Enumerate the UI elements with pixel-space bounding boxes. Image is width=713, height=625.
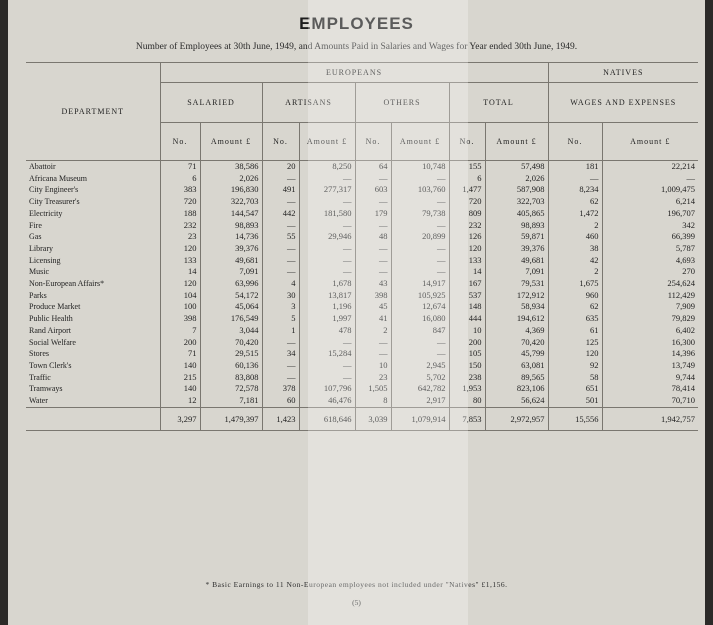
amount-cell: 45,064 [200, 301, 262, 313]
amount-cell: 105,925 [391, 290, 449, 302]
count-cell: — [262, 372, 299, 384]
amount-cell: — [299, 220, 355, 232]
total-amount-cell: 618,646 [299, 407, 355, 430]
count-cell: 10 [355, 360, 391, 372]
amount-cell: 22,214 [602, 161, 698, 173]
totals-row [26, 407, 698, 430]
footnote: * Basic Earnings to 11 Non-European employees not included under "Natives" £1,156. [205, 580, 508, 589]
count-cell: — [355, 337, 391, 349]
amount-cell: 405,865 [485, 208, 548, 220]
count-cell: 55 [262, 231, 299, 243]
department-cell: Library [29, 243, 53, 253]
count-cell: 1 [262, 325, 299, 337]
amount-cell: 6,214 [602, 196, 698, 208]
amount-cell: 6,402 [602, 325, 698, 337]
amount-cell: 10,748 [391, 161, 449, 173]
table-body [26, 161, 698, 408]
total-amount-cell: 1,479,397 [200, 407, 262, 430]
amount-cell: 72,578 [200, 383, 262, 395]
count-cell: 383 [160, 184, 200, 196]
table-row [26, 325, 698, 337]
count-cell: 148 [449, 301, 485, 313]
count-cell: 120 [548, 348, 602, 360]
count-cell: — [262, 220, 299, 232]
count-cell: 720 [160, 196, 200, 208]
count-cell: 720 [449, 196, 485, 208]
count-cell: 238 [449, 372, 485, 384]
count-cell: — [262, 255, 299, 267]
amount-cell: — [391, 266, 449, 278]
amount-cell: 277,317 [299, 184, 355, 196]
department-cell: City Engineer's [29, 185, 79, 195]
count-cell: 133 [449, 255, 485, 267]
amount-cell: 7,091 [485, 266, 548, 278]
department-cell: Public Health [29, 314, 73, 324]
amount-cell: — [391, 255, 449, 267]
amount-header: Amount £ [391, 123, 449, 161]
amount-cell: 3,044 [200, 325, 262, 337]
count-cell: 64 [355, 161, 391, 173]
amount-cell: 14,396 [602, 348, 698, 360]
amount-cell: 1,997 [299, 313, 355, 325]
count-cell: — [262, 243, 299, 255]
count-cell: 7 [160, 325, 200, 337]
count-cell: 215 [160, 372, 200, 384]
amount-cell: 78,414 [602, 383, 698, 395]
amount-cell: — [299, 243, 355, 255]
table-row [26, 337, 698, 349]
amount-cell: 70,420 [485, 337, 548, 349]
table-row [26, 173, 698, 185]
count-cell: 23 [160, 231, 200, 243]
amount-cell: 8,250 [299, 161, 355, 173]
amount-cell: 57,498 [485, 161, 548, 173]
count-cell: 960 [548, 290, 602, 302]
amount-cell: 322,703 [485, 196, 548, 208]
amount-cell: 172,912 [485, 290, 548, 302]
amount-cell: 45,799 [485, 348, 548, 360]
amount-cell: 847 [391, 325, 449, 337]
count-cell: 167 [449, 278, 485, 290]
page-number: (5) [352, 598, 361, 607]
total-count-cell: 3,039 [355, 407, 391, 430]
count-cell: 20 [262, 161, 299, 173]
amount-cell: 587,908 [485, 184, 548, 196]
amount-cell: 70,710 [602, 395, 698, 407]
document-page [8, 0, 705, 625]
count-cell: 398 [160, 313, 200, 325]
count-cell: — [355, 173, 391, 185]
count-cell: 71 [160, 161, 200, 173]
count-cell: 232 [449, 220, 485, 232]
amount-cell: 7,091 [200, 266, 262, 278]
count-cell: 80 [449, 395, 485, 407]
count-cell: 60 [262, 395, 299, 407]
amount-cell: 13,749 [602, 360, 698, 372]
count-cell: 232 [160, 220, 200, 232]
amount-header: Amount £ [485, 123, 548, 161]
total-amount-cell: 1,942,757 [602, 407, 698, 430]
employees-table [26, 62, 698, 431]
amount-cell: — [299, 196, 355, 208]
count-cell: 155 [449, 161, 485, 173]
total-header: TOTAL [449, 83, 548, 123]
count-cell: 8 [355, 395, 391, 407]
table-row [26, 372, 698, 384]
artisans-header: ARTISANS [262, 83, 355, 123]
amount-cell: 144,547 [200, 208, 262, 220]
no-header: No. [160, 123, 200, 161]
amount-cell: 49,681 [485, 255, 548, 267]
table-row [26, 161, 698, 173]
count-cell: 120 [160, 243, 200, 255]
count-cell: 92 [548, 360, 602, 372]
count-cell: 444 [449, 313, 485, 325]
count-cell: — [355, 196, 391, 208]
amount-cell: 60,136 [200, 360, 262, 372]
count-cell: 635 [548, 313, 602, 325]
amount-cell: 196,707 [602, 208, 698, 220]
count-cell: 150 [449, 360, 485, 372]
count-cell: 120 [449, 243, 485, 255]
count-cell: 1,675 [548, 278, 602, 290]
count-cell: — [355, 348, 391, 360]
amount-cell: 58,934 [485, 301, 548, 313]
europeans-header: EUROPEANS [160, 63, 548, 83]
amount-cell: 38,586 [200, 161, 262, 173]
department-cell: Music [29, 267, 49, 277]
amount-cell: 1,678 [299, 278, 355, 290]
table-row [26, 301, 698, 313]
amount-cell: — [391, 243, 449, 255]
amount-cell: 270 [602, 266, 698, 278]
amount-cell: 823,106 [485, 383, 548, 395]
count-cell: 1,505 [355, 383, 391, 395]
amount-cell: 20,899 [391, 231, 449, 243]
amount-cell: 29,946 [299, 231, 355, 243]
department-cell: Licensing [29, 255, 61, 265]
count-cell: 14 [160, 266, 200, 278]
total-amount-cell: 1,079,914 [391, 407, 449, 430]
department-cell: Africana Museum [29, 173, 87, 183]
amount-cell: 63,996 [200, 278, 262, 290]
count-cell: 2 [355, 325, 391, 337]
count-cell: 398 [355, 290, 391, 302]
amount-cell: 176,549 [200, 313, 262, 325]
no-header: No. [548, 123, 602, 161]
count-cell: 140 [160, 383, 200, 395]
department-cell: Town Clerk's [29, 360, 72, 370]
amount-cell: — [391, 220, 449, 232]
amount-cell: 12,674 [391, 301, 449, 313]
amount-cell: 98,893 [485, 220, 548, 232]
amount-cell: — [299, 360, 355, 372]
department-cell: Traffic [29, 372, 51, 382]
amount-cell: 5,702 [391, 372, 449, 384]
count-cell: — [262, 360, 299, 372]
count-cell: 41 [355, 313, 391, 325]
amount-cell: 98,893 [200, 220, 262, 232]
amount-cell: 29,515 [200, 348, 262, 360]
department-cell: Abattoir [29, 162, 56, 171]
amount-cell: 342 [602, 220, 698, 232]
count-cell: — [355, 220, 391, 232]
amount-cell: 194,612 [485, 313, 548, 325]
department-cell: Tramways [29, 384, 63, 394]
total-count-cell: 15,556 [548, 407, 602, 430]
amount-cell: 79,738 [391, 208, 449, 220]
department-header: DEPARTMENT [26, 63, 160, 161]
amount-header: Amount £ [602, 123, 698, 161]
amount-cell: 1,196 [299, 301, 355, 313]
amount-cell: 14,917 [391, 278, 449, 290]
count-cell: 491 [262, 184, 299, 196]
amount-cell: 7,909 [602, 301, 698, 313]
count-cell: 5 [262, 313, 299, 325]
no-header: No. [355, 123, 391, 161]
amount-cell: 254,624 [602, 278, 698, 290]
count-cell: 62 [548, 196, 602, 208]
count-cell: 23 [355, 372, 391, 384]
amount-cell: 112,429 [602, 290, 698, 302]
count-cell: 125 [548, 337, 602, 349]
count-cell: — [262, 266, 299, 278]
no-header: No. [262, 123, 299, 161]
count-cell: 2 [548, 266, 602, 278]
salaried-header: SALARIED [160, 83, 262, 123]
total-amount-cell: 2,972,957 [485, 407, 548, 430]
count-cell: 140 [160, 360, 200, 372]
table-row [26, 278, 698, 290]
count-cell: — [262, 173, 299, 185]
count-cell: 105 [449, 348, 485, 360]
department-cell: Water [26, 395, 160, 407]
no-header: No. [449, 123, 485, 161]
amount-cell: — [299, 266, 355, 278]
amount-header: Amount £ [200, 123, 262, 161]
count-cell: 501 [548, 395, 602, 407]
department-cell: Fire [29, 220, 42, 230]
department-cell: Produce Market [29, 302, 81, 312]
department-cell: City Treasurer's [29, 197, 80, 207]
department-cell: Social Welfare [29, 337, 76, 347]
amount-cell: — [299, 173, 355, 185]
amount-cell: 4,369 [485, 325, 548, 337]
amount-cell: 9,744 [602, 372, 698, 384]
department-cell: Electricity [29, 208, 63, 218]
count-cell: 30 [262, 290, 299, 302]
count-cell: 809 [449, 208, 485, 220]
table-row [26, 184, 698, 196]
count-cell: 38 [548, 243, 602, 255]
count-cell: 460 [548, 231, 602, 243]
count-cell: 120 [160, 278, 200, 290]
amount-cell: 2,945 [391, 360, 449, 372]
amount-cell: — [391, 196, 449, 208]
count-cell: 181 [548, 161, 602, 173]
count-cell: 3 [262, 301, 299, 313]
amount-cell: 1,009,475 [602, 184, 698, 196]
count-cell: 42 [548, 255, 602, 267]
amount-cell: 79,829 [602, 313, 698, 325]
amount-cell: 4,693 [602, 255, 698, 267]
count-cell: 603 [355, 184, 391, 196]
amount-cell: 39,376 [485, 243, 548, 255]
count-cell: 6 [449, 173, 485, 185]
count-cell: 48 [355, 231, 391, 243]
amount-cell: — [602, 173, 698, 185]
table-row [26, 348, 698, 360]
amount-cell: — [299, 337, 355, 349]
amount-cell: 70,420 [200, 337, 262, 349]
amount-cell: 54,172 [200, 290, 262, 302]
count-cell: 537 [449, 290, 485, 302]
department-cell: Non-European Affairs* [29, 279, 105, 289]
count-cell: 200 [449, 337, 485, 349]
table-row [26, 290, 698, 302]
amount-cell: 56,624 [485, 395, 548, 407]
table-row [26, 255, 698, 267]
count-cell: — [548, 173, 602, 185]
department-cell: Gas [29, 232, 42, 242]
count-cell: — [262, 337, 299, 349]
count-cell: 71 [160, 348, 200, 360]
table-row [26, 243, 698, 255]
amount-cell: 59,871 [485, 231, 548, 243]
count-cell: 12 [160, 395, 200, 407]
amount-cell: 181,580 [299, 208, 355, 220]
amount-cell: 7,181 [200, 395, 262, 407]
amount-cell: 2,026 [485, 173, 548, 185]
count-cell: 1,477 [449, 184, 485, 196]
table-row [26, 208, 698, 220]
amount-cell: — [391, 337, 449, 349]
amount-cell: 16,080 [391, 313, 449, 325]
amount-cell: 14,736 [200, 231, 262, 243]
total-count-cell: 7,853 [449, 407, 485, 430]
count-cell: 179 [355, 208, 391, 220]
count-cell: 188 [160, 208, 200, 220]
count-cell: 1,953 [449, 383, 485, 395]
count-cell: 133 [160, 255, 200, 267]
count-cell: 4 [262, 278, 299, 290]
count-cell: 10 [449, 325, 485, 337]
table-row [26, 360, 698, 372]
table-row [26, 395, 698, 407]
amount-cell: 89,565 [485, 372, 548, 384]
wages-header: WAGES AND EXPENSES [548, 83, 698, 123]
amount-cell: 642,782 [391, 383, 449, 395]
count-cell: 200 [160, 337, 200, 349]
total-count-cell: 1,423 [262, 407, 299, 430]
amount-header: Amount £ [299, 123, 355, 161]
page-subtitle: Number of Employees at 30th June, 1949, and Amounts Paid in Salaries and Wages for Year ended 30th June, 1949. [135, 42, 578, 52]
amount-cell: 478 [299, 325, 355, 337]
count-cell: 126 [449, 231, 485, 243]
amount-cell: 39,376 [200, 243, 262, 255]
count-cell: 378 [262, 383, 299, 395]
others-header: OTHERS [355, 83, 449, 123]
amount-cell: — [299, 255, 355, 267]
amount-cell: 2,917 [391, 395, 449, 407]
amount-cell: 103,760 [391, 184, 449, 196]
totals-label [26, 407, 160, 430]
amount-cell: 83,808 [200, 372, 262, 384]
amount-cell: 66,399 [602, 231, 698, 243]
count-cell: — [355, 255, 391, 267]
table-row [26, 220, 698, 232]
amount-cell: — [391, 173, 449, 185]
count-cell: 34 [262, 348, 299, 360]
amount-cell: — [391, 348, 449, 360]
count-cell: — [355, 266, 391, 278]
amount-cell: 63,081 [485, 360, 548, 372]
count-cell: 58 [548, 372, 602, 384]
natives-header: NATIVES [548, 63, 698, 83]
amount-cell: 322,703 [200, 196, 262, 208]
amount-cell: 49,681 [200, 255, 262, 267]
amount-cell: 46,476 [299, 395, 355, 407]
department-cell: Stores [29, 349, 49, 359]
amount-cell: 13,817 [299, 290, 355, 302]
amount-cell: 196,830 [200, 184, 262, 196]
page-title: EMPLOYEES [299, 14, 414, 33]
count-cell: 1,472 [548, 208, 602, 220]
table-row [26, 383, 698, 395]
count-cell: 651 [548, 383, 602, 395]
employees-table-wrapper [26, 62, 698, 431]
count-cell: 100 [160, 301, 200, 313]
count-cell: 104 [160, 290, 200, 302]
department-cell: Parks [29, 290, 47, 300]
amount-cell: 79,531 [485, 278, 548, 290]
count-cell: 442 [262, 208, 299, 220]
count-cell: — [262, 196, 299, 208]
count-cell: 43 [355, 278, 391, 290]
total-count-cell: 3,297 [160, 407, 200, 430]
table-row [26, 231, 698, 243]
amount-cell: 2,026 [200, 173, 262, 185]
amount-cell: — [299, 372, 355, 384]
amount-cell: 107,796 [299, 383, 355, 395]
count-cell: 62 [548, 301, 602, 313]
count-cell: 6 [160, 173, 200, 185]
table-row [26, 313, 698, 325]
table-row [26, 196, 698, 208]
department-cell: Rand Airport [29, 325, 71, 335]
count-cell: 8,234 [548, 184, 602, 196]
count-cell: 2 [548, 220, 602, 232]
count-cell: 45 [355, 301, 391, 313]
amount-cell: 5,787 [602, 243, 698, 255]
amount-cell: 16,300 [602, 337, 698, 349]
table-row [26, 266, 698, 278]
count-cell: 14 [449, 266, 485, 278]
count-cell: — [355, 243, 391, 255]
count-cell: 61 [548, 325, 602, 337]
amount-cell: 15,284 [299, 348, 355, 360]
